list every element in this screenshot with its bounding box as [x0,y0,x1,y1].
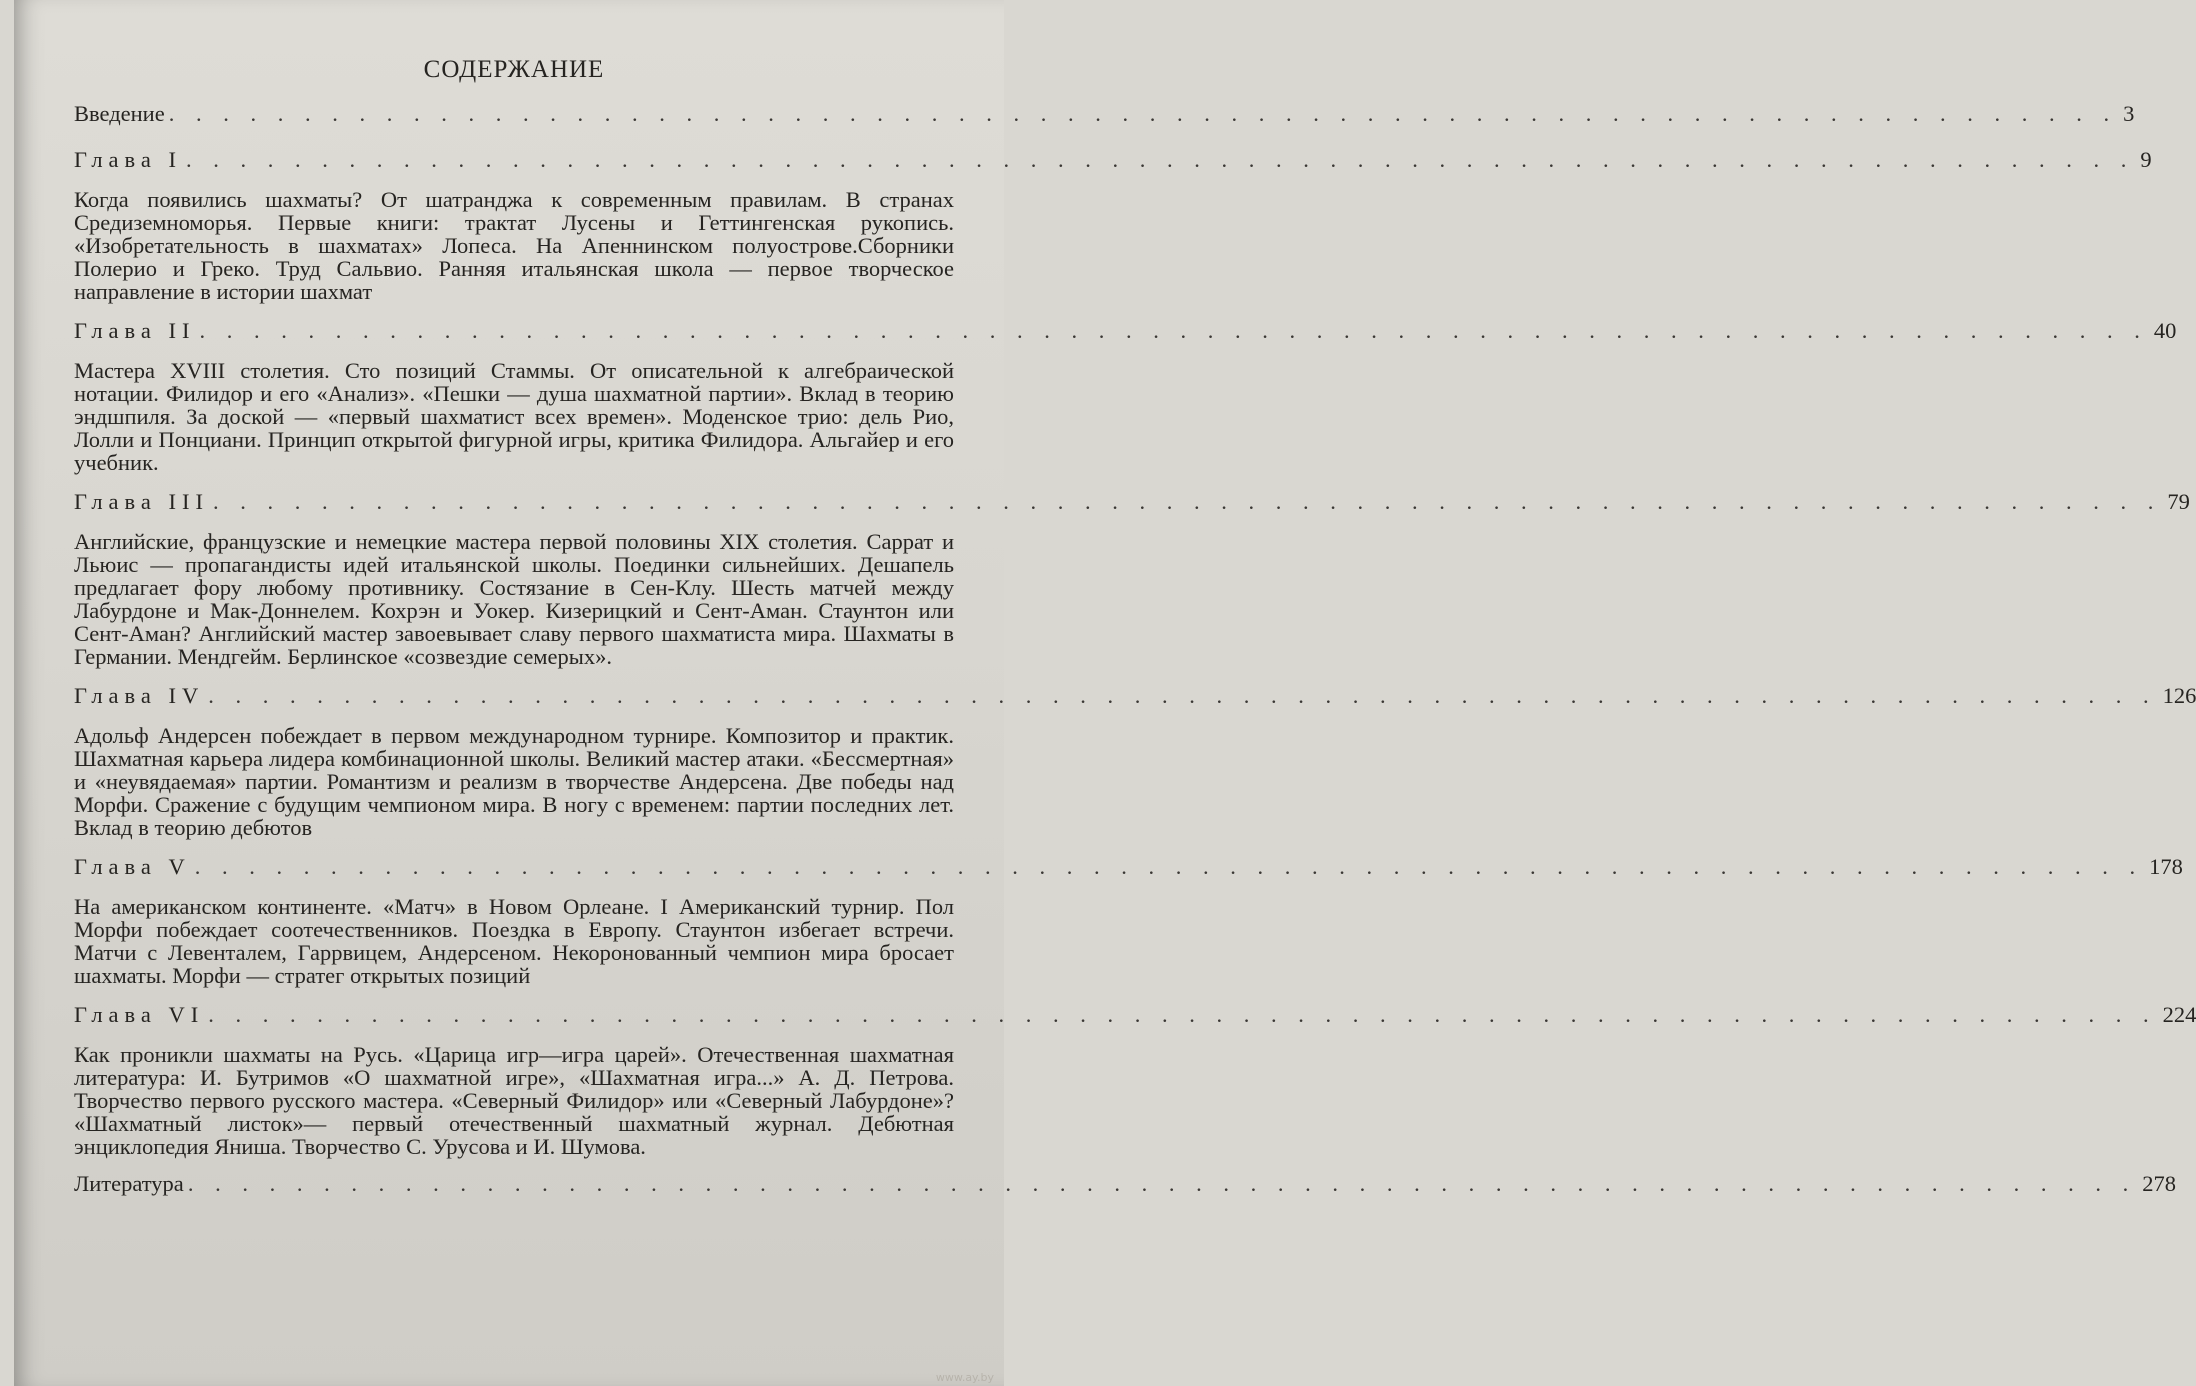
leader-dots: . . . . . . . . . . . . . . . . . . . . . . . . . . . . . . . . . . . . . . . . . . . . . . . . . . . . . . . . . . . . . . . . . . . . . . . . [187,1171,2137,1196]
chapter-1-summary: Когда появились шахматы? От шатранджа к современным правилам. В странах Средиземноморья. Первые книги: трактат Лусены и Геттингенская рукопись. «Изобретательность в шахматах» Лопеса. На Апеннинском полуострове.Сборники Полерио и Греко. Труд Сальвио. Ранняя итальянская школа — первое творческое направление в истории шахмат [74,187,954,304]
table-of-contents [74,56,2196,1198]
chapter-3-summary: Английские, французские и немецкие мастера первой половины XIX столетия. Саррат и Льюис — пропагандисты идей итальянской школы. Поединки сильнейших. Дешапель предлагает фору любому противнику. Состязание в Сен-Клу. Шесть матчей между Лабурдоне и Мак-Доннелем. Кохрэн и Уокер. Кизерицкий и Сент-Аман. Стаунтон или Сент-Аман? Английский мастер завоевывает славу первого шахматиста мира. Шахматы в Германии. Мендгейм. Берлинское «созвездие семерых». [74,529,954,669]
leader-dots: . . . . . . . . . . . . . . . . . . . . . . . . . . . . . . . . . . . . . . . . . . . . . . . . . . . . . . . . . . . . . . . . . . . . . . . . [185,147,2135,172]
entry-title: Глава I [74,147,182,172]
leader-dots: . . . . . . . . . . . . . . . . . . . . . . . . . . . . . . . . . . . . . . . . . . . . . . . . . . . . . . . . . . . . . . . . . . . . . . . . [212,489,2162,514]
leader-dots: . . . . . . . . . . . . . . . . . . . . . . . . . . . . . . . . . . . . . . . . . . . . . . . . . . . . . . . . . . . . . . . . . . . . . . . . [194,854,2144,879]
entry-page: 3 [2123,101,2135,126]
chapter-2-summary: Мастера XVIII столетия. Сто позиций Стаммы. От описательной к алгебраической нотации. Филидор и его «Анализ». «Пешки — душа шахматной партии». Вклад в теорию эндшпиля. За доской — «первый шахматист всех времен». Моденское трио: дель Рио, Лолли и Понциани. Принцип открытой фигурной игры, критика Филидора. Альгайер и его учебник. [74,358,954,475]
entry-page: 224 [2162,1002,2196,1027]
leader-dots: . . . . . . . . . . . . . . . . . . . . . . . . . . . . . . . . . . . . . . . . . . . . . . . . . . . . . . . . . . . . . . . . . . . . . . . . [168,101,2118,126]
entry-title: Введение [74,101,165,126]
toc-entry-chapter-6 [74,1001,2196,1029]
entry-title: Глава VI [74,1002,205,1027]
toc-entry-chapter-1 [74,146,2152,174]
entry-page: 126 [2162,683,2196,708]
leader-dots: . . . . . . . . . . . . . . . . . . . . . . . . . . . . . . . . . . . . . . . . . . . . . . . . . . . . . . . . . . . . . . . . . . . . . . . . [208,1002,2157,1027]
watermark: www.ay.by [935,1371,994,1384]
chapter-5-summary: На американском континенте. «Матч» в Новом Орлеане. I Американский турнир. Пол Морфи побеждает соотечественников. Поездка в Европу. Стаунтон избегает встречи. Матчи с Левенталем, Гаррвицем, Андерсеном. Некоронованный чемпион мира бросает шахматы. Морфи — стратег открытых позиций [74,894,954,988]
entry-page: 9 [2140,147,2152,172]
entry-title: Глава V [74,854,191,879]
page-title: СОДЕРЖАНИЕ [423,56,605,83]
entry-title: Литература [74,1171,184,1196]
entry-title: Глава IV [74,683,205,708]
entry-page: 40 [2153,318,2177,343]
toc-entry-chapter-5 [74,853,2183,881]
leader-dots: . . . . . . . . . . . . . . . . . . . . . . . . . . . . . . . . . . . . . . . . . . . . . . . . . . . . . . . . . . . . . . . . . . . . . . . . [208,683,2157,708]
chapter-6-summary: Как проникли шахматы на Русь. «Царица игр—игра царей». Отечественная шахматная литература: И. Бутримов «О шахматной игре», «Шахматная игра...» А. Д. Петрова. Творчество первого русского мастера. «Северный Филидор» или «Северный Лабурдоне»? «Шахматный листок»— первый отечественный шахматный журнал. Дебютная энциклопедия Яниша. Творчество С. Урусова и И. Шумова. [74,1042,954,1159]
entry-page: 178 [2149,854,2183,879]
toc-entry-chapter-4 [74,682,2196,710]
leader-dots: . . . . . . . . . . . . . . . . . . . . . . . . . . . . . . . . . . . . . . . . . . . . . . . . . . . . . . . . . . . . . . . . . . . . . . . . [199,318,2148,343]
chapter-4-summary: Адольф Андерсен побеждает в первом международном турнире. Композитор и практик. Шахматная карьера лидера комбинационной школы. Великий мастер атаки. «Бессмертная» и «неувядаемая» партии. Романтизм и реализм в творчестве Андерсена. Две победы над Морфи. Сражение с будущим чемпионом мира. В ногу с временем: партии последних лет. Вклад в теорию дебютов [74,723,954,840]
toc-entry-literature [74,1170,2176,1198]
entry-title: Глава III [74,489,209,514]
entry-title: Глава II [74,318,196,343]
entry-page: 79 [2167,489,2190,514]
toc-entry-chapter-3 [74,488,2190,516]
entry-page: 278 [2142,1171,2176,1196]
toc-entry-introduction [74,100,2135,128]
toc-entry-chapter-2 [74,317,2177,345]
book-page [14,0,2196,1386]
